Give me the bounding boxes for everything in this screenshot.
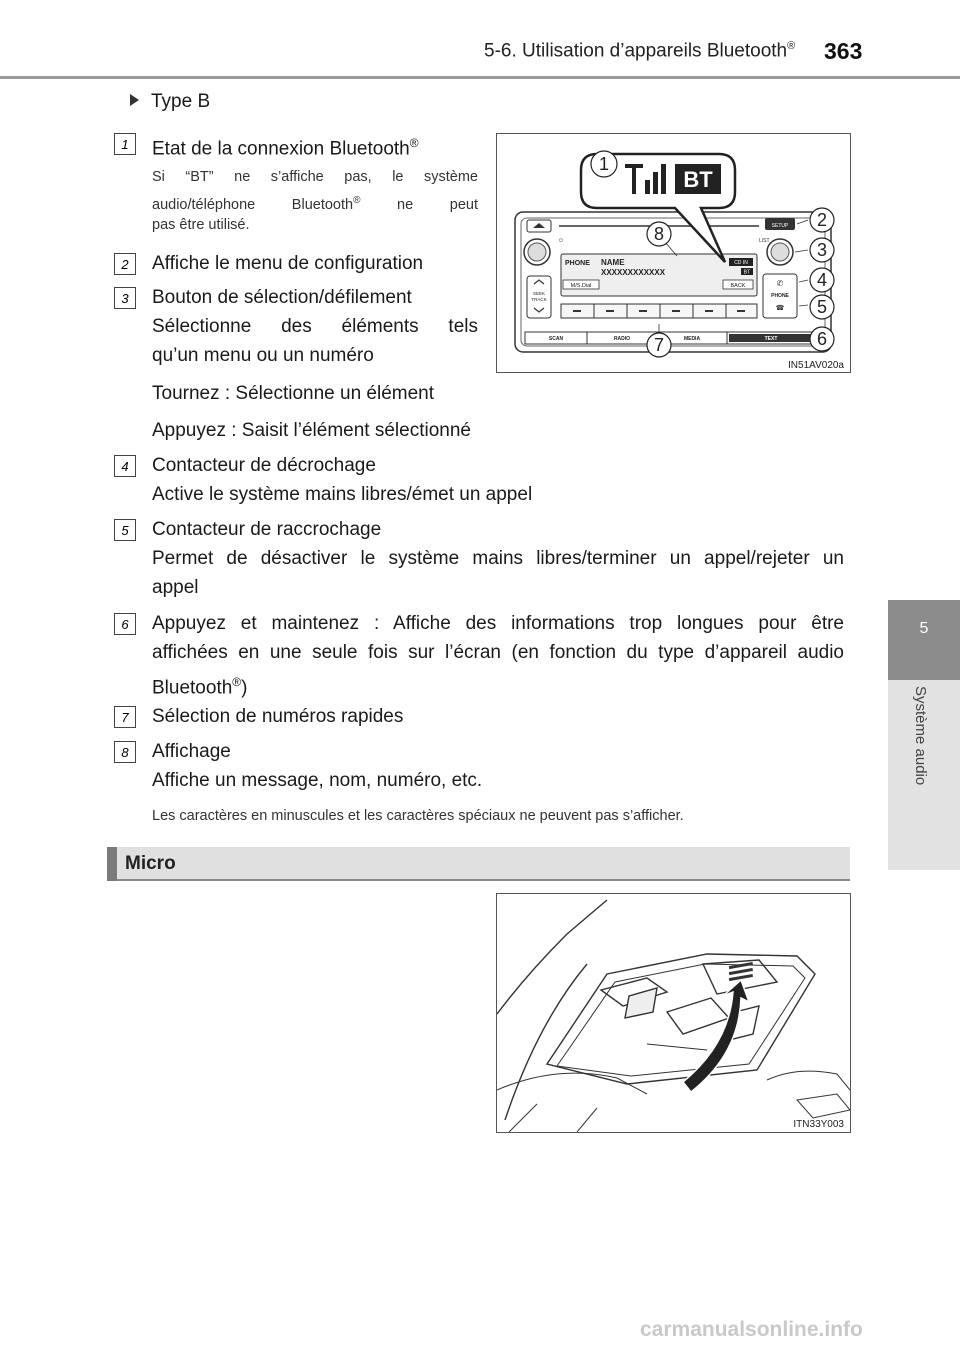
audio-unit-illustration	[497, 134, 850, 372]
track-label: TRACK	[531, 297, 547, 302]
svg-text:2: 2	[121, 257, 129, 272]
radio-label: RADIO	[613, 336, 631, 342]
preset-row	[561, 304, 757, 318]
item-5-title: Contacteur de raccrochage	[152, 519, 382, 540]
item-number-badge-5	[114, 519, 136, 541]
svg-text:6: 6	[121, 617, 129, 632]
screen-name: NAME	[601, 258, 625, 267]
pickup-phone-icon: ✆	[776, 279, 784, 288]
figure-code: ITN33Y003	[793, 1119, 844, 1130]
chapter-label: Système audio	[912, 686, 929, 786]
cd-in-label: CD IN	[734, 260, 748, 266]
item-6-text: Appuyez et maintenez : Affiche des informations trop longues pour être	[152, 613, 844, 634]
callout-4-label: 4	[816, 270, 828, 290]
power-icon: ⏻	[559, 238, 563, 244]
item-6-text: Bluetooth®)	[152, 675, 248, 699]
callout-7-label: 7	[653, 335, 665, 355]
item-number-badge-4	[114, 455, 136, 477]
item-number-badge-1	[114, 133, 136, 155]
phone-label: PHONE	[771, 293, 789, 299]
item-1-note-line: audio/téléphone Bluetooth® ne peut	[152, 195, 478, 213]
item-5-desc: Permet de désactiver le système mains libres/terminer un appel/rejeter un	[152, 548, 844, 569]
screen-bt-label: BT	[743, 269, 751, 276]
item-2-title: Affiche le menu de configuration	[152, 253, 424, 274]
item-3-desc: Sélectionne des éléments tels	[152, 316, 478, 337]
item-1-note-line: Si “BT” ne s’affiche pas, le système	[152, 169, 478, 185]
overhead-console	[547, 954, 815, 1084]
section-title-micro: Micro	[125, 853, 176, 874]
text-label: TEXT	[764, 336, 778, 342]
watermark: carmanualsonline.info	[640, 1318, 863, 1341]
screen-back: BACK	[730, 283, 746, 289]
svg-text:8: 8	[121, 745, 129, 760]
scan-label: SCAN	[548, 336, 564, 342]
item-6-text: affichées en une seule fois sur l’écran (en fonction du type d’appareil audio	[152, 642, 844, 663]
svg-text:4: 4	[121, 459, 129, 474]
registered-mark: ®	[787, 40, 796, 52]
callout-6-label: 6	[816, 329, 828, 349]
chapter-tab	[888, 600, 960, 680]
header-title: 5-6. Utilisation d’appareils Bluetooth	[484, 40, 788, 62]
callout-5-label: 5	[816, 297, 828, 317]
select-knob-inner	[771, 243, 789, 261]
triangle-bullet-icon	[130, 94, 139, 106]
running-header	[484, 40, 795, 62]
section-marker	[107, 847, 117, 881]
type-heading: Type B	[130, 91, 210, 113]
item-3-desc: qu’un menu ou un numéro	[152, 345, 374, 366]
figure-audio-unit	[496, 133, 851, 373]
item-1-note-line: pas être utilisé.	[152, 217, 250, 233]
svg-text:1: 1	[121, 137, 129, 152]
item-number-badge-7	[114, 706, 136, 728]
item-3-press: Appuyez : Saisit l’élément sélectionné	[152, 420, 471, 441]
curved-arrow-icon	[683, 980, 749, 1092]
item-8-title: Affichage	[152, 741, 231, 762]
callout-8-label: 8	[653, 224, 665, 244]
power-knob-inner	[528, 243, 546, 261]
item-number-badge-2	[114, 253, 136, 275]
page-number: 363	[824, 38, 863, 64]
item-number-badge-6	[114, 613, 136, 635]
media-label: MEDIA	[683, 336, 701, 342]
figure-code: IN51AV020a	[788, 360, 844, 371]
item-8-note: Les caractères en minuscules et les caractères spéciaux ne peuvent pas s’afficher.	[152, 808, 684, 824]
hangup-phone-icon: ☎	[775, 305, 785, 312]
item-number-badge-3	[114, 287, 136, 309]
item-8-desc: Affiche un message, nom, numéro, etc.	[152, 770, 483, 791]
svg-text:7: 7	[121, 710, 129, 725]
item-3-title: Bouton de sélection/défilement	[152, 287, 412, 308]
header-rule	[0, 76, 960, 79]
callout-1-label: 1	[598, 154, 610, 174]
screen-number: XXXXXXXXXXXX	[601, 268, 666, 277]
list-label: LIST	[759, 238, 770, 244]
screen-msdial: M/S.Dial	[570, 283, 592, 289]
item-3-turn: Tournez : Sélectionne un élément	[152, 383, 435, 404]
section-bar	[107, 847, 850, 881]
setup-label: SETUP	[771, 223, 789, 229]
item-4-desc: Active le système mains libres/émet un appel	[152, 484, 533, 505]
item-number-badge-8	[114, 741, 136, 763]
windshield-edge	[497, 900, 607, 1014]
console-switch	[667, 998, 729, 1034]
item-7-title: Sélection de numéros rapides	[152, 706, 404, 727]
chapter-number: 5	[919, 620, 929, 637]
microphone-illustration	[497, 894, 850, 1132]
item-1-title: Etat de la connexion Bluetooth®	[152, 136, 419, 160]
item-5-desc: appel	[152, 577, 199, 598]
svg-text:5: 5	[121, 523, 129, 538]
svg-text:3: 3	[121, 291, 129, 306]
callout-2-label: 2	[816, 210, 828, 230]
seek-label: SEEK	[532, 291, 546, 296]
screen-phone: PHONE	[565, 260, 590, 267]
callout-3-label: 3	[816, 240, 828, 260]
figure-microphone	[496, 893, 851, 1133]
bt-label: BT	[683, 167, 713, 192]
item-4-title: Contacteur de décrochage	[152, 455, 376, 476]
